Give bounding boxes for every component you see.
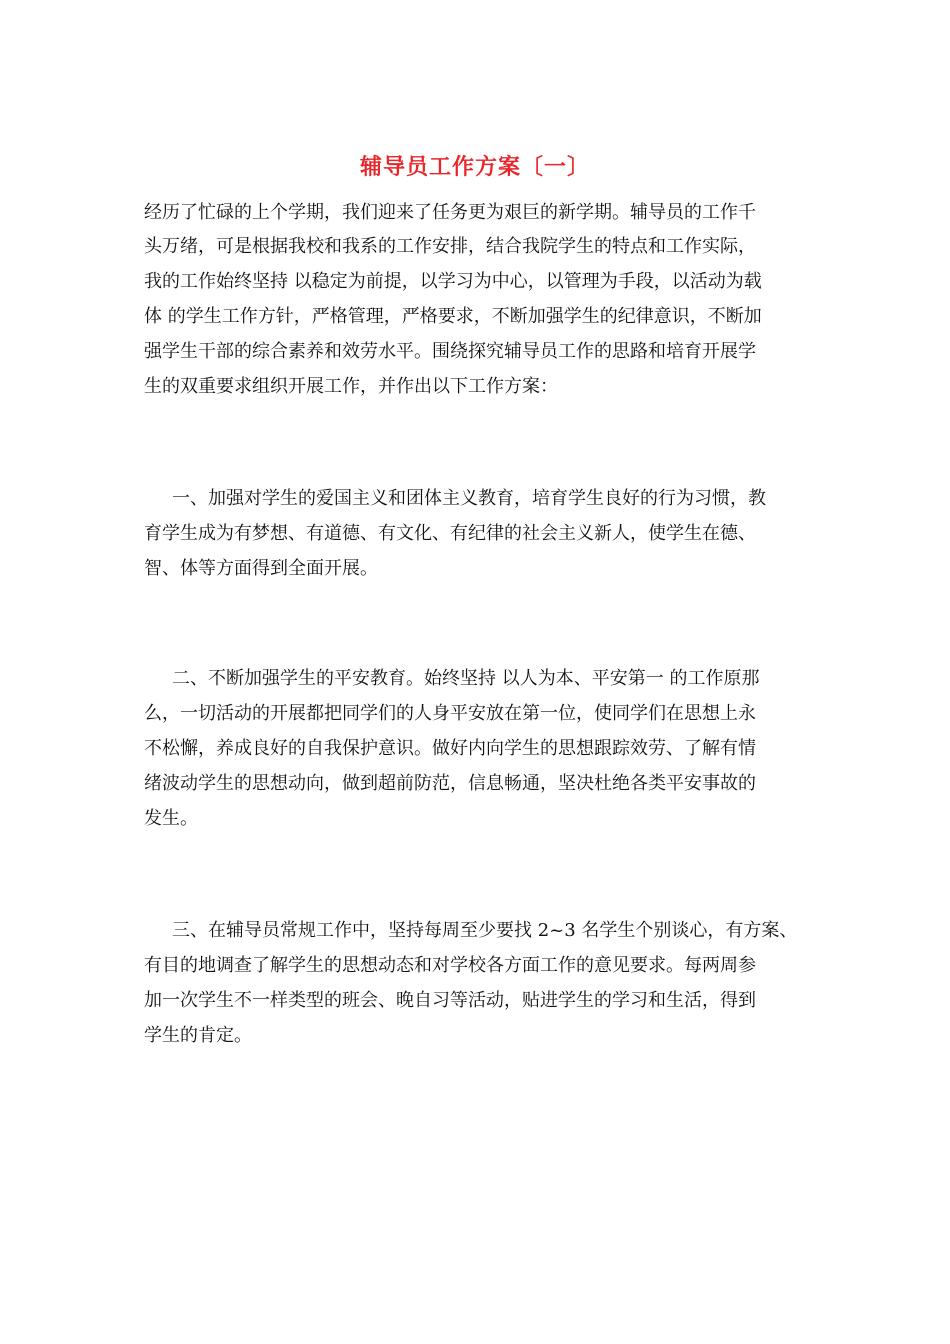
paragraph-1-line-1: 经历了忙碌的上个学期，我们迎来了任务更为艰巨的新学期。辅导员的工作千 (144, 202, 756, 223)
paragraph-1-line-4: 体 的学生工作方针，严格管理，严格要求，不断加强学生的纪律意识，不断加 (144, 306, 762, 327)
paragraph-3-line-4: 绪波动学生的思想动向，做到超前防范，信息畅通，坚决杜绝各类平安事故的 (144, 773, 756, 794)
paragraph-1-line-5: 强学生干部的综合素养和效劳水平。围绕探究辅导员工作的思路和培育开展学 (144, 341, 756, 362)
document-title: 辅导员工作方案〔一〕 (359, 155, 590, 180)
paragraph-1-line-2: 头万绪，可是根据我校和我系的工作安排，结合我院学生的特点和工作实际， (144, 236, 756, 257)
paragraph-3-line-3: 不松懈，养成良好的自我保护意识。做好内向学生的思想跟踪效劳、了解有情 (144, 738, 756, 759)
paragraph-2-line-3: 智、体等方面得到全面开展。 (144, 558, 378, 579)
paragraph-2-line-1: 一、加强对学生的爱国主义和团体主义教育，培育学生良好的行为习惯，教 (172, 488, 766, 509)
paragraph-2-line-2: 育学生成为有梦想、有道德、有文化、有纪律的社会主义新人，使学生在德、 (144, 523, 756, 544)
paragraph-4-line-4: 学生的肯定。 (144, 1025, 252, 1046)
paragraph-4-line-3: 加一次学生不一样类型的班会、晚自习等活动，贴进学生的学习和生活，得到 (144, 990, 756, 1011)
paragraph-1-line-3: 我的工作始终坚持 以稳定为前提，以学习为中心，以管理为手段，以活动为载 (144, 271, 762, 292)
paragraph-4-line-1: 三、在辅导员常规工作中，坚持每周至少要找 2~3 名学生个别谈心，有方案、 (172, 920, 798, 941)
paragraph-1-line-6: 生的双重要求组织开展工作，并作出以下工作方案： (144, 376, 558, 397)
paragraph-3-line-5: 发生。 (144, 808, 198, 829)
paragraph-4-line-2: 有目的地调查了解学生的思想动态和对学校各方面工作的意见要求。每两周参 (144, 955, 756, 976)
paragraph-3-line-2: 么，一切活动的开展都把同学们的人身平安放在第一位，使同学们在思想上永 (144, 703, 756, 724)
paragraph-3-line-1: 二、不断加强学生的平安教育。始终坚持 以人为本、平安第一 的工作原那 (172, 668, 760, 689)
